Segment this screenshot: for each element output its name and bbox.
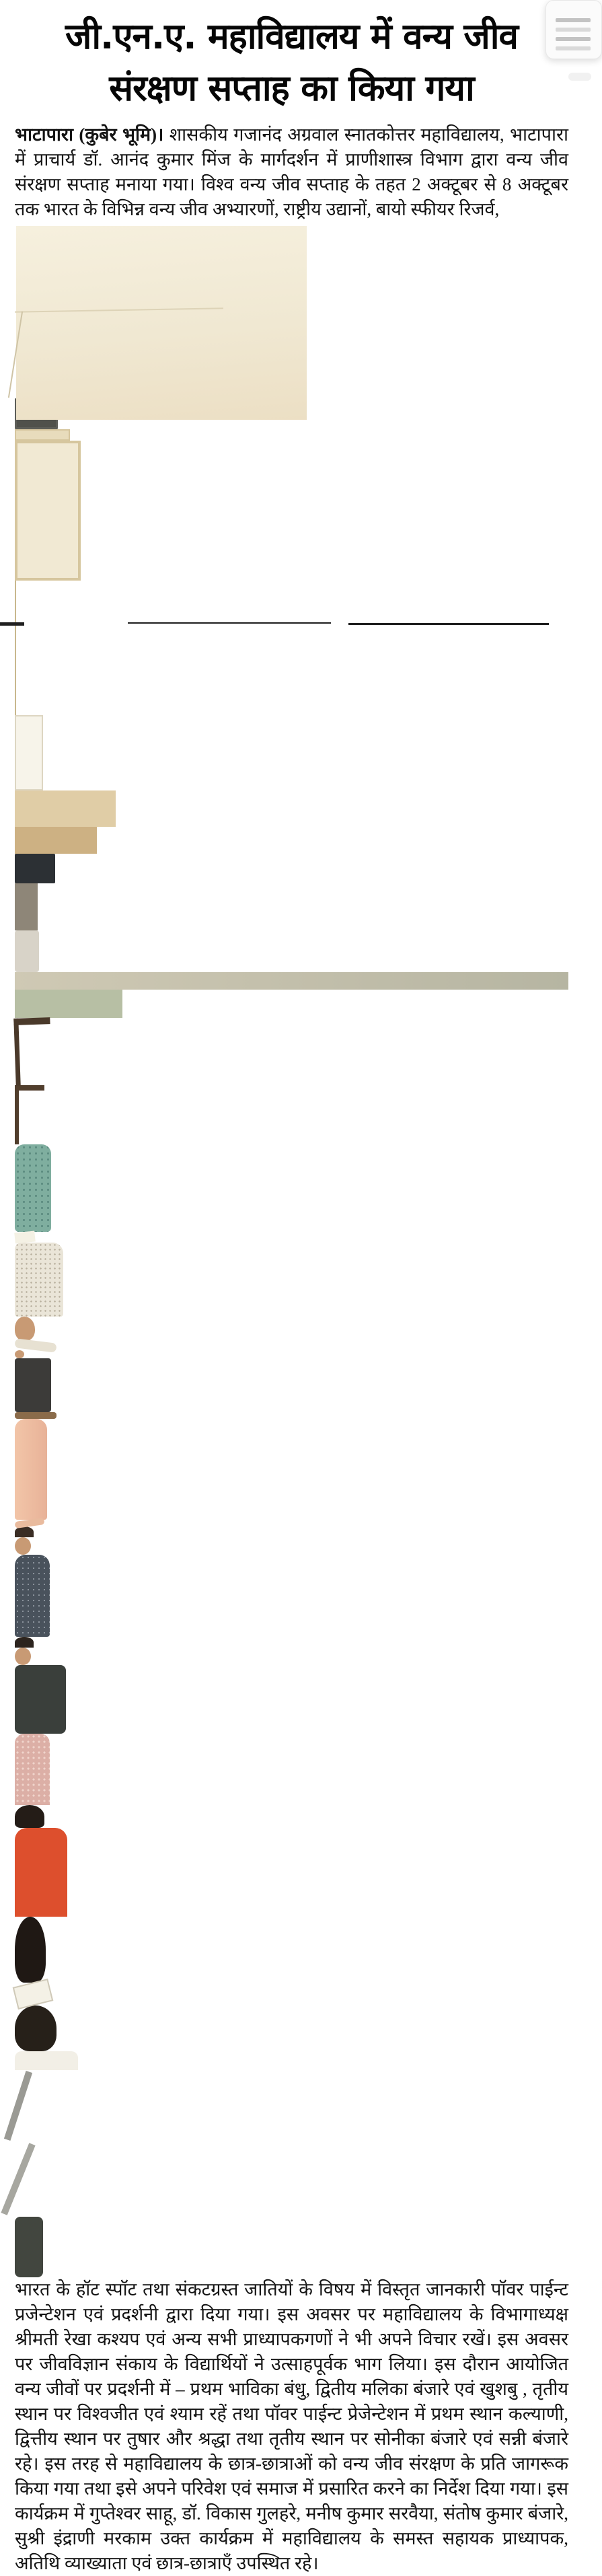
photo-teacher-head	[15, 1317, 35, 1341]
photo-seated-girl-pink	[15, 1734, 50, 1805]
photo-woman-dark-hair	[15, 1637, 34, 1648]
bottom-corner-rule	[0, 622, 24, 626]
photo-foreground-girl-shirt	[15, 2051, 78, 2070]
photo-woman-dark-head	[15, 1648, 31, 1665]
photo-office-chair-back	[15, 2217, 43, 2277]
lead-paragraph	[15, 122, 568, 222]
photo-seated-girl-red	[15, 1828, 67, 1917]
photo-woman-dark-kurta	[15, 1555, 50, 1637]
headline-line-2: संरक्षण सप्ताह का किया गया	[109, 68, 474, 109]
preview-text-line	[556, 37, 591, 41]
photo-cpu-tower	[15, 883, 38, 930]
article-headline	[20, 11, 563, 114]
photo-chair	[13, 1017, 52, 1086]
article-body	[15, 122, 568, 2576]
photo-seated-girl-red-hair	[15, 1917, 46, 1983]
preview-card-shadow	[568, 73, 591, 81]
photo-office-chair-back	[15, 1665, 66, 1734]
article-photo	[16, 226, 307, 420]
photo-teacher-hand	[15, 1350, 24, 1358]
photo-foreground-girl-hair	[15, 2005, 57, 2051]
photo-whiteboard	[15, 715, 43, 790]
photo-teacher-shirt	[15, 1243, 63, 1317]
photo-teacher-trousers	[15, 1358, 51, 1412]
preview-text-line	[556, 28, 591, 32]
photo-floor	[15, 972, 568, 990]
dateline: भाटापारा (कुबेर भूमि)।	[15, 124, 164, 145]
photo-chair-frame-bar	[1, 2143, 35, 2215]
photo-paper	[14, 1230, 36, 1243]
photo-seated-woman-teal	[15, 1144, 51, 1232]
photo-seated-girl-pink-hair	[15, 1805, 44, 1828]
headline-line-1: जी.एन.ए. महाविद्यालय में वन्य जीव	[65, 16, 518, 57]
lead-text: शासकीय गजानंद अग्रवाल स्नातकोत्तर महाविद्यालय, भाटापारा में प्राचार्य डॉ. आनंद कुमार मिंज के मार्गदर्शन में प्राणीशास्त्र विभाग द्वारा वन्य जीव संरक्षण सप्ताह मनाया गया। विश्व वन्य जीव सप्ताह के तहत 2 अक्टूबर से 8 अक्टूबर तक भारत के विभिन्न वन्य जीव अभ्यारणों, राष्ट्रीय उद्यानों, बायो स्फीयर रिजर्व,	[15, 124, 568, 219]
newspaper-clipping-page	[0, 11, 583, 2573]
photo-woman-peach-head	[15, 1537, 31, 1555]
photo-wainscot-strip	[15, 790, 116, 827]
photo-tablet	[13, 1979, 54, 2010]
body-text: भारत के हॉट स्पॉट तथा संकटग्रस्त जातियों के विषय में विस्तृत जानकारी पॉवर पाईन्ट प्रजेन्टेशन एवं प्रदर्शनी द्वारा दिया गया। इस अवसर पर महाविद्यालय के विभागाध्यक्ष श्रीमती रेखा कश्यप एवं अन्य सभी प्राध्यापकगणों ने भी अपने विचार रखें। इस अवसर पर जीवविज्ञान संकाय के विद्यार्थियों ने उत्साहपूर्वक भाग लिया। इस दौरान आयोजित वन्य जीवों पर प्रदर्शनी में – प्रथम भाविका बंधु, द्वितीय मलिका बंजारे एवं खुशबु , तृतीय स्थान पर विश्वजीत एवं श्याम रहें तथा पॉवर पाईन्ट प्रेजेन्टेशन में प्रथम स्थान कल्याणी, द्वित्तीय स्थान पर तुषार और श्रद्धा तथा तृतीय स्थान पर सोनीका बंजारे एवं सन्नी बंजारे रहे। इस तरह से महाविद्यालय के छात्र-छात्राओं को वन्य जीव संरक्षण के प्रति जागरूक किया गया तथा इसे अपने परिवेश एवं समाज में प्रसारित करने का निर्देश दिया गया। इस कार्यक्रम में गुप्तेश्वर साहू, डॉ. विकास गुलहरे, मनीष कुमार सरवैया, संतोष कुमार बंजारे, सुश्री इंद्राणी मरकाम उक्त कार्यक्रम में महाविद्यालय के समस्त सहायक प्राध्यापक, अतिथि व्याख्याता एवं छात्र-छात्राएँ उपस्थित रहे।	[15, 2279, 568, 2573]
photo-teacher-sandals	[15, 1412, 57, 1419]
preview-text-line	[556, 46, 591, 50]
bottom-divider-right	[348, 623, 549, 625]
photo-printer	[15, 930, 39, 972]
photo-door	[15, 441, 81, 581]
photo-woman-peach-sari	[15, 1419, 47, 1520]
photo-monitor	[15, 854, 55, 883]
photo-door-split	[15, 581, 16, 715]
photo-computer-desk	[15, 827, 97, 854]
preview-text-line	[556, 18, 591, 22]
photo-chair	[15, 1085, 44, 1144]
photo-door-transom	[15, 429, 70, 441]
floating-preview-card[interactable]	[545, 0, 602, 59]
photo-chair-frame-bar	[4, 2071, 32, 2141]
bottom-divider-left	[128, 622, 331, 624]
photo-floor-tiles	[15, 990, 122, 1018]
